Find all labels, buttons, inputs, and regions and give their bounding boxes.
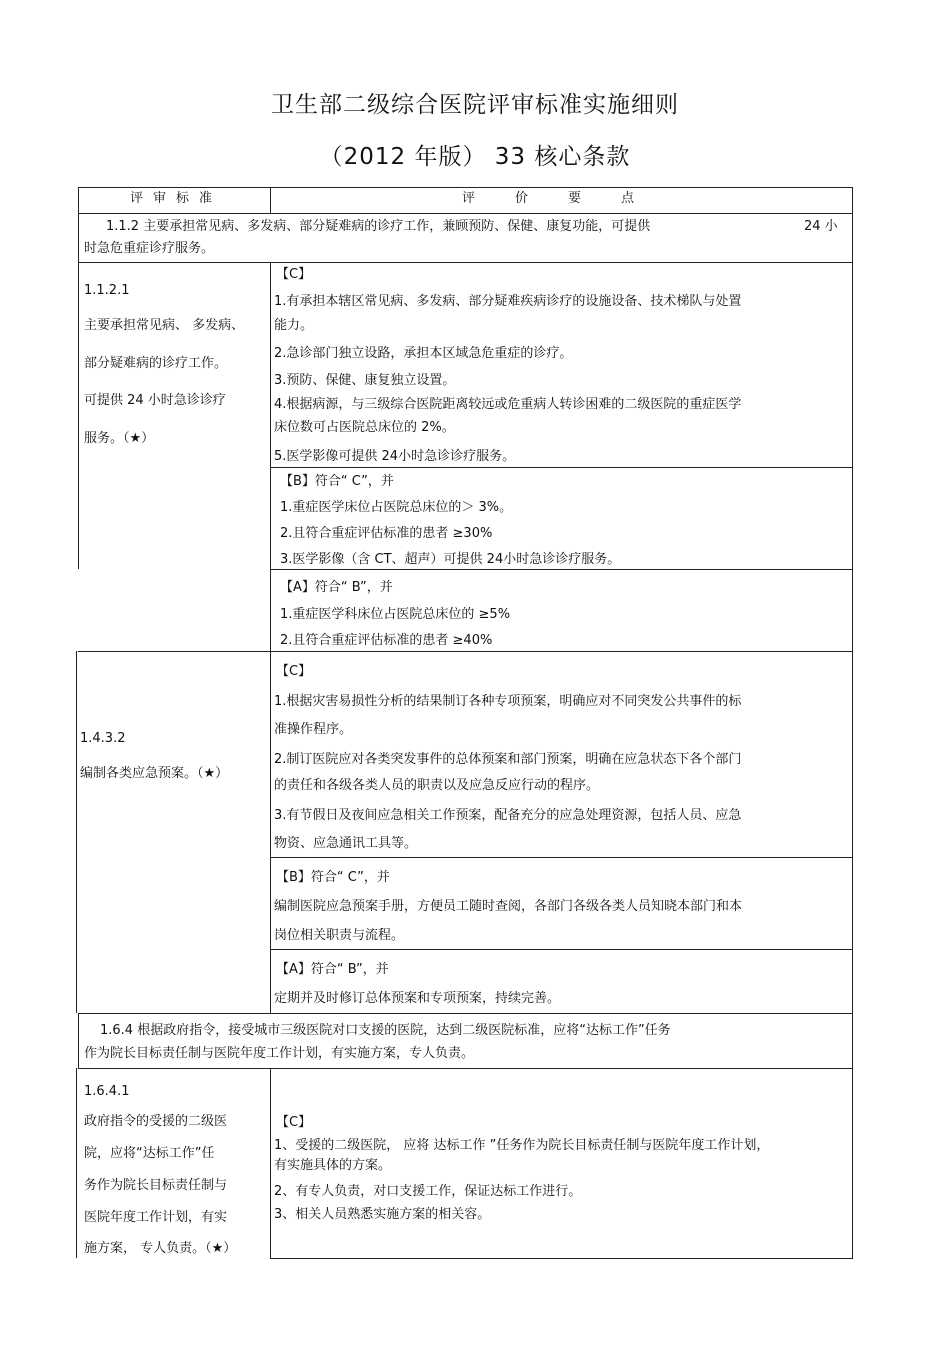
standard-text: 政府指令的受援的二级医: [84, 1114, 228, 1129]
grade-text: 2、有专人负责，对口支援工作，保证达标工作进行。: [274, 1184, 582, 1199]
grade-text: 2.且符合重症评估标准的患者 ≥40%: [280, 633, 493, 648]
grade-label: 【C】: [276, 267, 312, 282]
table-rule: [78, 187, 853, 188]
grade-text: 定期并及时修订总体预案和专项预案，持续完善。: [274, 991, 561, 1006]
grade-text: 2.急诊部门独立设路，承担本区域急危重症的诊疗。: [274, 346, 573, 361]
table-rule: [270, 569, 853, 570]
grade-text: 3.医学影像（含 CT、超声）可提供 24小时急诊诊疗服务。: [280, 552, 621, 567]
table-rule: [78, 1013, 79, 1068]
grade-text: 编制医院应急预案手册，方便员工随时查阅，各部门各级各类人员知晓本部门和本: [274, 899, 743, 914]
table-rule: [76, 651, 77, 1013]
grade-text: 5.医学影像可提供 24小时急诊诊疗服务。: [274, 449, 516, 464]
table-rule: [78, 651, 853, 652]
grade-text: 岗位相关职责与流程。: [274, 928, 405, 943]
grade-text: 的责任和各级各类人员的职责以及应急反应行动的程序。: [274, 778, 600, 793]
table-rule: [78, 262, 79, 569]
table-rule: [852, 187, 853, 264]
page-subtitle: （2012 年版） 33 核心条款: [319, 144, 631, 170]
grade-label: 【A】符合“ B”，并: [280, 580, 393, 595]
grade-text: 1、受援的二级医院， 应将 达标工作 ”任务作为院长目标责任制与医院年度工作计划，: [274, 1138, 770, 1153]
table-rule: [852, 1013, 853, 1068]
table-rule: [270, 262, 271, 652]
standard-text: 务作为院长目标责任制与: [84, 1178, 228, 1193]
standard-text: 主要承担常见病、 多发病、: [84, 318, 245, 333]
standard-text: 施方案， 专人负责。（★）: [84, 1241, 237, 1256]
table-rule: [78, 1068, 853, 1069]
standard-code: 1.4.3.2: [80, 731, 126, 746]
grade-text: 物资、应急通讯工具等。: [274, 836, 418, 851]
standard-text: 医院年度工作计划，有实: [84, 1210, 228, 1225]
standard-text: 编制各类应急预案。（★）: [80, 766, 229, 781]
table-rule: [852, 651, 853, 1013]
table-rule: [78, 262, 853, 263]
grade-text: 4.根据病源，与三级综合医院距离较远或危重病人转诊困难的二级医院的重症医学: [274, 397, 742, 412]
table-rule: [270, 857, 853, 858]
column-header-evaluation: 评价要点: [462, 191, 675, 206]
table-rule: [270, 651, 271, 1013]
page-title: 卫生部二级综合医院评审标准实施细则: [271, 92, 679, 118]
table-rule: [78, 213, 853, 214]
column-header-standard: 评审标准: [130, 191, 223, 206]
grade-text: 床位数可占医院总床位的 2%。: [274, 420, 455, 435]
section-heading: 时急危重症诊疗服务。: [84, 241, 215, 256]
grade-text: 3.有节假日及夜间应急相关工作预案，配备充分的应急处理资源，包括人员、应急: [274, 808, 742, 823]
grade-text: 有实施具体的方案。: [274, 1158, 392, 1173]
grade-text: 1.重症医学科床位占医院总床位的 ≥5%: [280, 607, 511, 622]
table-rule: [78, 187, 79, 264]
grade-text: 1.重症医学床位占医院总床位的＞ 3%。: [280, 500, 513, 515]
standard-text: 部分疑难病的诊疗工作。: [84, 356, 228, 371]
grade-text: 能力。: [274, 318, 314, 333]
table-rule: [270, 187, 271, 214]
table-rule: [270, 467, 853, 468]
grade-label: 【B】符合“ C”，并: [280, 474, 394, 489]
grade-label: 【C】: [276, 664, 312, 679]
grade-label: 【C】: [276, 1115, 312, 1130]
section-heading: 1.1.2 主要承担常见病、多发病、部分疑难病的诊疗工作，兼顾预防、保健、康复功能，可提供: [106, 219, 651, 234]
standard-text: 服务。（★）: [84, 431, 155, 446]
table-rule: [270, 1068, 271, 1258]
table-rule: [852, 262, 853, 652]
grade-text: 3.预防、保健、康复独立设置。: [274, 373, 456, 388]
standard-code: 1.1.2.1: [84, 283, 130, 298]
grade-label: 【B】符合“ C”，并: [276, 870, 390, 885]
standard-text: 可提供 24 小时急诊诊疗: [84, 393, 226, 408]
standard-code: 1.6.4.1: [84, 1084, 130, 1099]
table-rule: [270, 1258, 853, 1259]
grade-text: 准操作程序。: [274, 722, 353, 737]
grade-label: 【A】符合“ B”，并: [276, 962, 389, 977]
table-rule: [270, 949, 853, 950]
section-heading: 1.6.4 根据政府指令，接受城市三级医院对口支援的医院，达到二级医院标准，应将“达标工作”任务: [100, 1023, 671, 1038]
grade-text: 3、相关人员熟悉实施方案的相关容。: [274, 1207, 491, 1222]
section-heading-number: 24 小: [804, 219, 838, 234]
standard-text: 院，应将“达标工作”任: [84, 1146, 215, 1161]
grade-text: 1.有承担本辖区常见病、多发病、部分疑难疾病诊疗的设施设备、技术梯队与处置: [274, 294, 742, 309]
grade-text: 1.根据灾害易损性分析的结果制订各种专项预案，明确应对不同突发公共事件的标: [274, 694, 742, 709]
table-rule: [76, 1068, 77, 1258]
section-heading: 作为院长目标责任制与医院年度工作计划，有实施方案，专人负责。: [84, 1046, 475, 1061]
grade-text: 2.制订医院应对各类突发事件的总体预案和部门预案，明确在应急状态下各个部门: [274, 752, 742, 767]
table-rule: [852, 1068, 853, 1258]
grade-text: 2.且符合重症评估标准的患者 ≥30%: [280, 526, 493, 541]
table-rule: [78, 1013, 853, 1014]
